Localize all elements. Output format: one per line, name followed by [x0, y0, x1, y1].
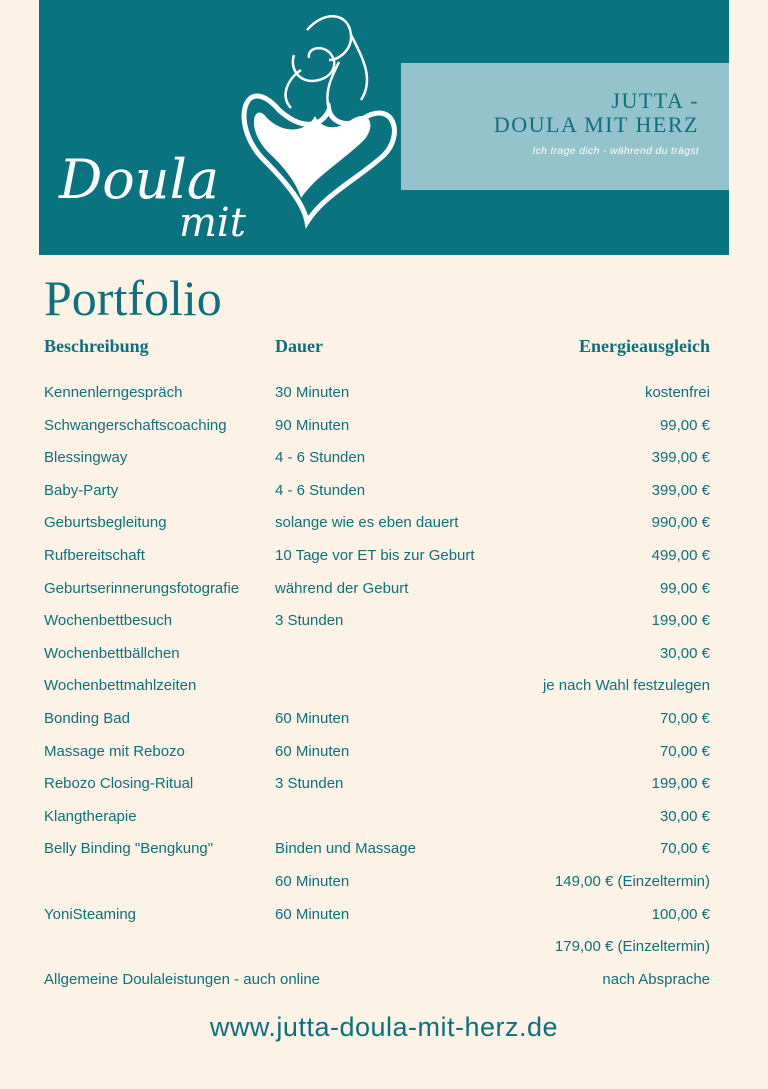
- row-description: Wochenbettbesuch: [44, 612, 173, 630]
- row-duration: Binden und Massage: [275, 840, 416, 858]
- row-price: 100,00 €: [651, 905, 710, 923]
- row-price: 30,00 €: [659, 807, 710, 825]
- row-duration: 10 Tage vor ET bis zur Geburt: [275, 546, 475, 564]
- row-description: Blessingway: [44, 449, 128, 467]
- price-list: [0, 377, 768, 996]
- row-description: Belly Binding "Bengkung": [44, 840, 214, 858]
- row-price: 70,00 €: [659, 840, 710, 858]
- table-row: [0, 768, 768, 801]
- table-row: [0, 964, 768, 997]
- table-row: [0, 410, 768, 443]
- website-link[interactable]: www.jutta-doula-mit-herz.de: [209, 1012, 559, 1042]
- table-row: [0, 703, 768, 736]
- brand-line-1: JUTTA -: [611, 88, 699, 113]
- column-header-price: Energieausgleich: [579, 336, 710, 356]
- row-price: 99,00 €: [659, 416, 710, 434]
- table-row: [0, 801, 768, 834]
- row-duration: 90 Minuten: [275, 416, 350, 434]
- row-description: Klangtherapie: [44, 807, 137, 825]
- row-description: Rufbereitschaft: [44, 546, 145, 564]
- row-description: Baby-Party: [44, 481, 119, 499]
- header-banner: [39, 0, 729, 255]
- column-header-duration: Dauer: [275, 336, 323, 356]
- row-description: Bonding Bad: [44, 709, 130, 727]
- row-price: 70,00 €: [659, 709, 710, 727]
- row-duration: solange wie es eben dauert: [275, 514, 459, 532]
- row-price: 199,00 €: [651, 612, 710, 630]
- row-description: Wochenbettmahlzeiten: [44, 677, 197, 695]
- table-row: [0, 377, 768, 410]
- table-row: [0, 540, 768, 573]
- row-price: 990,00 €: [651, 514, 710, 532]
- table-row: [0, 833, 768, 866]
- column-header-description: Beschreibung: [44, 336, 149, 356]
- row-description: Rebozo Closing-Ritual: [44, 775, 194, 793]
- row-price: 399,00 €: [651, 449, 710, 467]
- row-price: kostenfrei: [644, 384, 710, 401]
- brand-tagline: Ich trage dich - während du trägst: [532, 145, 699, 157]
- table-row: [0, 638, 768, 671]
- row-price: 70,00 €: [659, 742, 710, 760]
- table-row: [0, 475, 768, 508]
- page-title: Portfolio: [44, 270, 222, 326]
- row-price: 179,00 € (Einzeltermin): [554, 938, 710, 956]
- table-row: [0, 442, 768, 475]
- row-price: 499,00 €: [651, 546, 710, 564]
- doula-heart-logo: [39, 0, 419, 255]
- row-duration: 60 Minuten: [275, 905, 350, 923]
- row-description: Geburtserinnerungsfotografie: [44, 579, 240, 597]
- row-description: Geburtsbegleitung: [44, 514, 167, 532]
- row-description: Schwangerschaftscoaching: [44, 416, 227, 434]
- brand-line-2: DOULA MIT HERZ: [493, 112, 699, 137]
- brand-box: [401, 63, 729, 190]
- row-duration: 60 Minuten: [275, 709, 350, 727]
- row-price: 149,00 € (Einzeltermin): [554, 872, 710, 890]
- logo-text-mit: mit: [179, 200, 246, 246]
- row-price: je nach Wahl festzulegen: [542, 677, 710, 695]
- brand-name: [401, 89, 699, 137]
- row-duration: 3 Stunden: [275, 612, 344, 630]
- row-duration: 3 Stunden: [275, 775, 344, 793]
- row-duration: 60 Minuten: [275, 872, 350, 890]
- table-row: [0, 605, 768, 638]
- row-duration: 4 - 6 Stunden: [275, 449, 366, 467]
- row-duration: 4 - 6 Stunden: [275, 481, 366, 499]
- table-row: [0, 573, 768, 606]
- row-duration: 60 Minuten: [275, 742, 350, 760]
- row-price: 199,00 €: [651, 775, 710, 793]
- row-duration: während der Geburt: [275, 579, 409, 597]
- row-price: 30,00 €: [659, 644, 710, 662]
- table-row: [0, 899, 768, 932]
- table-row: [0, 670, 768, 703]
- row-description: YoniSteaming: [44, 905, 137, 923]
- logo-text-doula: Doula: [59, 148, 220, 211]
- row-price: 99,00 €: [659, 579, 710, 597]
- row-price: 399,00 €: [651, 481, 710, 499]
- table-row: [0, 931, 768, 964]
- row-description: Wochenbettbällchen: [44, 644, 180, 662]
- table-row: [0, 736, 768, 769]
- table-row: [0, 507, 768, 540]
- row-price: nach Absprache: [602, 970, 710, 988]
- row-description: Allgemeine Doulaleistungen - auch online: [44, 970, 321, 988]
- row-description: Massage mit Rebozo: [44, 742, 185, 760]
- row-duration: 30 Minuten: [275, 384, 350, 401]
- row-description: Kennenlerngespräch: [44, 384, 183, 401]
- table-row: [0, 866, 768, 899]
